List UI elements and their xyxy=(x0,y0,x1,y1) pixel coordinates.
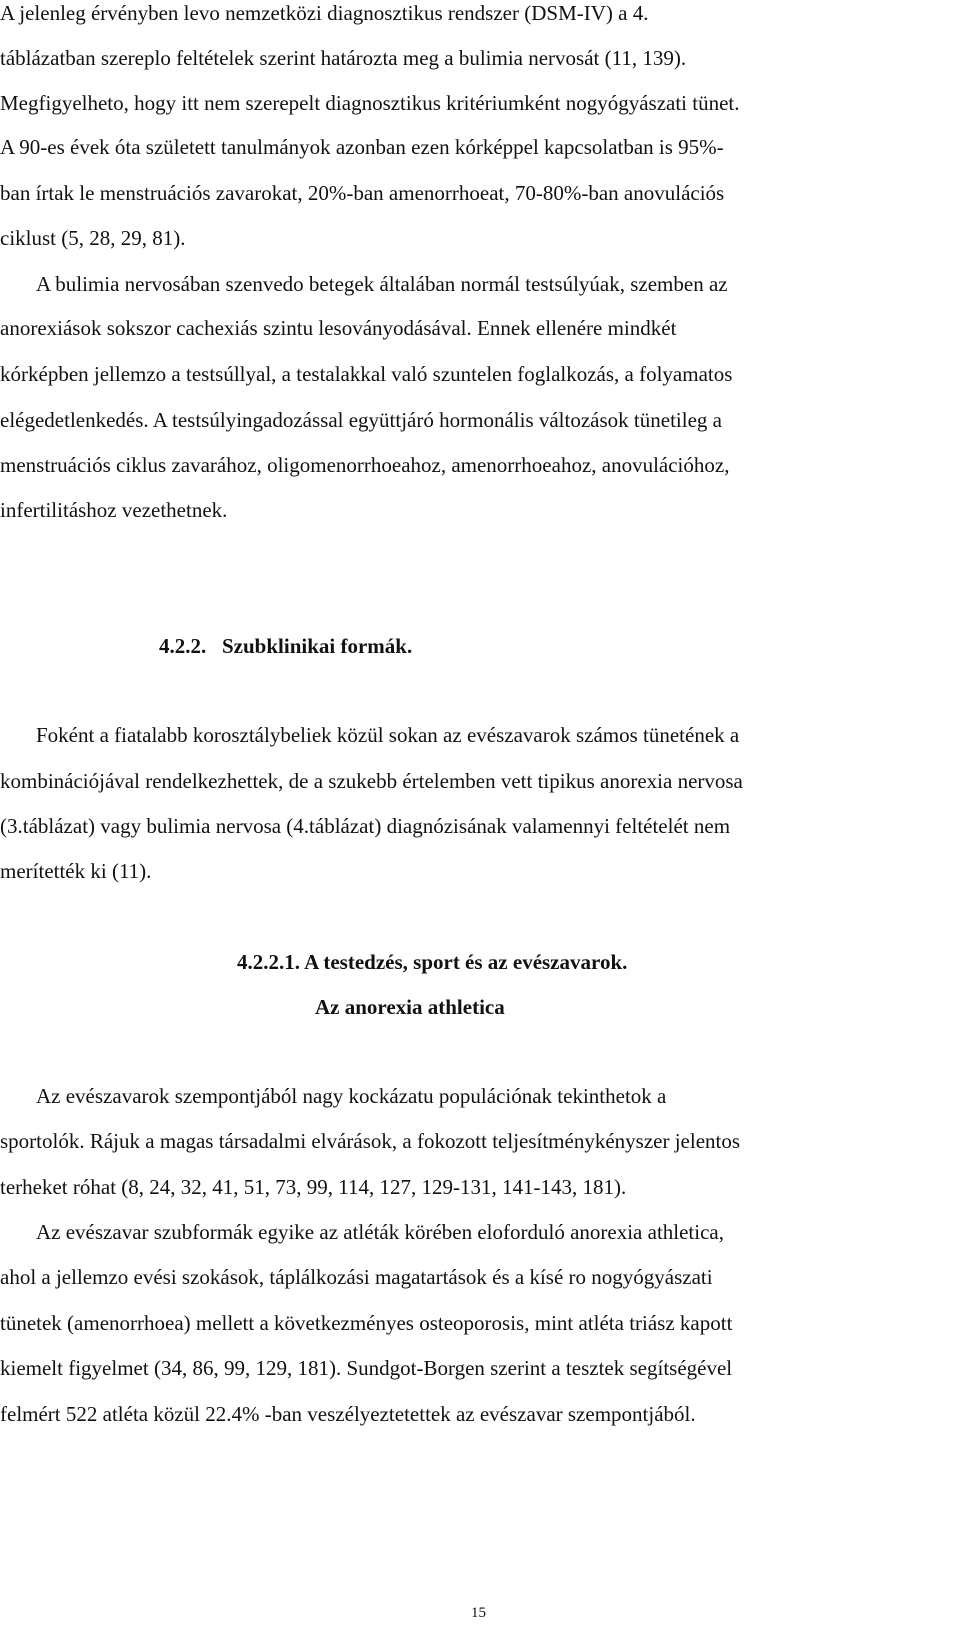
paragraph-2-line-5: menstruációs ciklus zavarához, oligomenorrhoeahoz, amenorrhoeahoz, anovulációhoz, xyxy=(0,453,730,477)
paragraph-5-line-4: kiemelt figyelmet (34, 86, 99, 129, 181). Sundgot-Borgen szerint a tesztek segítségével xyxy=(0,1356,733,1380)
paragraph-1-line-6: ciklust (5, 28, 29, 81). xyxy=(0,226,186,250)
paragraph-4-line-3: terheket róhat (8, 24, 32, 41, 51, 73, 99, 114, 127, 129-131, 141-143, 181). xyxy=(0,1175,627,1199)
paragraph-1-line-4: A 90-es évek óta született tanulmányok azonban ezen kórképpel kapcsolatban is 95%- xyxy=(0,135,724,159)
section-heading-4-2-2-1: 4.2.2.1. A testedzés, sport és az evészavarok. xyxy=(237,950,628,974)
paragraph-2-line-4: elégedetlenkedés. A testsúlyingadozással együttjáró hormonális változások tünetileg a xyxy=(0,408,722,432)
paragraph-1-line-1: A jelenleg érvényben levo nemzetközi diagnosztikus rendszer (DSM-IV) a 4. xyxy=(0,1,649,25)
paragraph-5-line-1: Az evészavar szubformák egyike az atléták körében eloforduló anorexia athletica, xyxy=(36,1220,724,1244)
paragraph-2-line-1: A bulimia nervosában szenvedo betegek általában normál testsúlyúak, szemben az xyxy=(36,272,728,296)
paragraph-5-line-5: felmért 522 atléta közül 22.4% -ban veszélyeztetettek az evészavar szempontjából. xyxy=(0,1402,696,1426)
paragraph-1-line-3: Megfigyelheto, hogy itt nem szerepelt diagnosztikus kritériumként nogyógyászati tünet. xyxy=(0,91,740,115)
page-number: 15 xyxy=(471,1605,486,1621)
paragraph-1-line-2: táblázatban szereplo feltételek szerint határozta meg a bulimia nervosát (11, 139). xyxy=(0,46,687,70)
section-subheading-anorexia-athletica: Az anorexia athletica xyxy=(315,995,505,1019)
paragraph-3-line-2: kombinációjával rendelkezhettek, de a szukebb értelemben vett tipikus anorexia nervosa xyxy=(0,769,743,793)
section-heading-4-2-2: 4.2.2. Szubklinikai formák. xyxy=(159,634,413,658)
paragraph-3-line-1: Foként a fiatalabb korosztálybeliek közül sokan az evészavarok számos tünetének a xyxy=(36,723,740,747)
paragraph-1-line-5: ban írtak le menstruációs zavarokat, 20%-ban amenorrhoeat, 70-80%-ban anovulációs xyxy=(0,181,725,205)
paragraph-2-line-2: anorexiások sokszor cachexiás szintu lesoványodásával. Ennek ellenére mindkét xyxy=(0,316,677,340)
paragraph-4-line-1: Az evészavarok szempontjából nagy kockázatu populációnak tekinthetok a xyxy=(36,1084,667,1108)
paragraph-5-line-2: ahol a jellemzo evési szokások, táplálkozási magatartások és a kísé ro nogyógyászati xyxy=(0,1265,713,1289)
paragraph-2-line-3: kórképben jellemzo a testsúllyal, a testalakkal való szuntelen foglalkozás, a folyamatos xyxy=(0,362,733,386)
paragraph-5-line-3: tünetek (amenorrhoea) mellett a következményes osteoporosis, mint atléta triász kapott xyxy=(0,1311,733,1335)
paragraph-4-line-2: sportolók. Rájuk a magas társadalmi elvárások, a fokozott teljesítménykényszer jelentos xyxy=(0,1129,741,1153)
paragraph-3-line-4: merítették ki (11). xyxy=(0,859,152,883)
paragraph-2-line-6: infertilitáshoz vezethetnek. xyxy=(0,498,228,522)
paragraph-3-line-3: (3.táblázat) vagy bulimia nervosa (4.táblázat) diagnózisának valamennyi feltételét nem xyxy=(0,814,731,838)
